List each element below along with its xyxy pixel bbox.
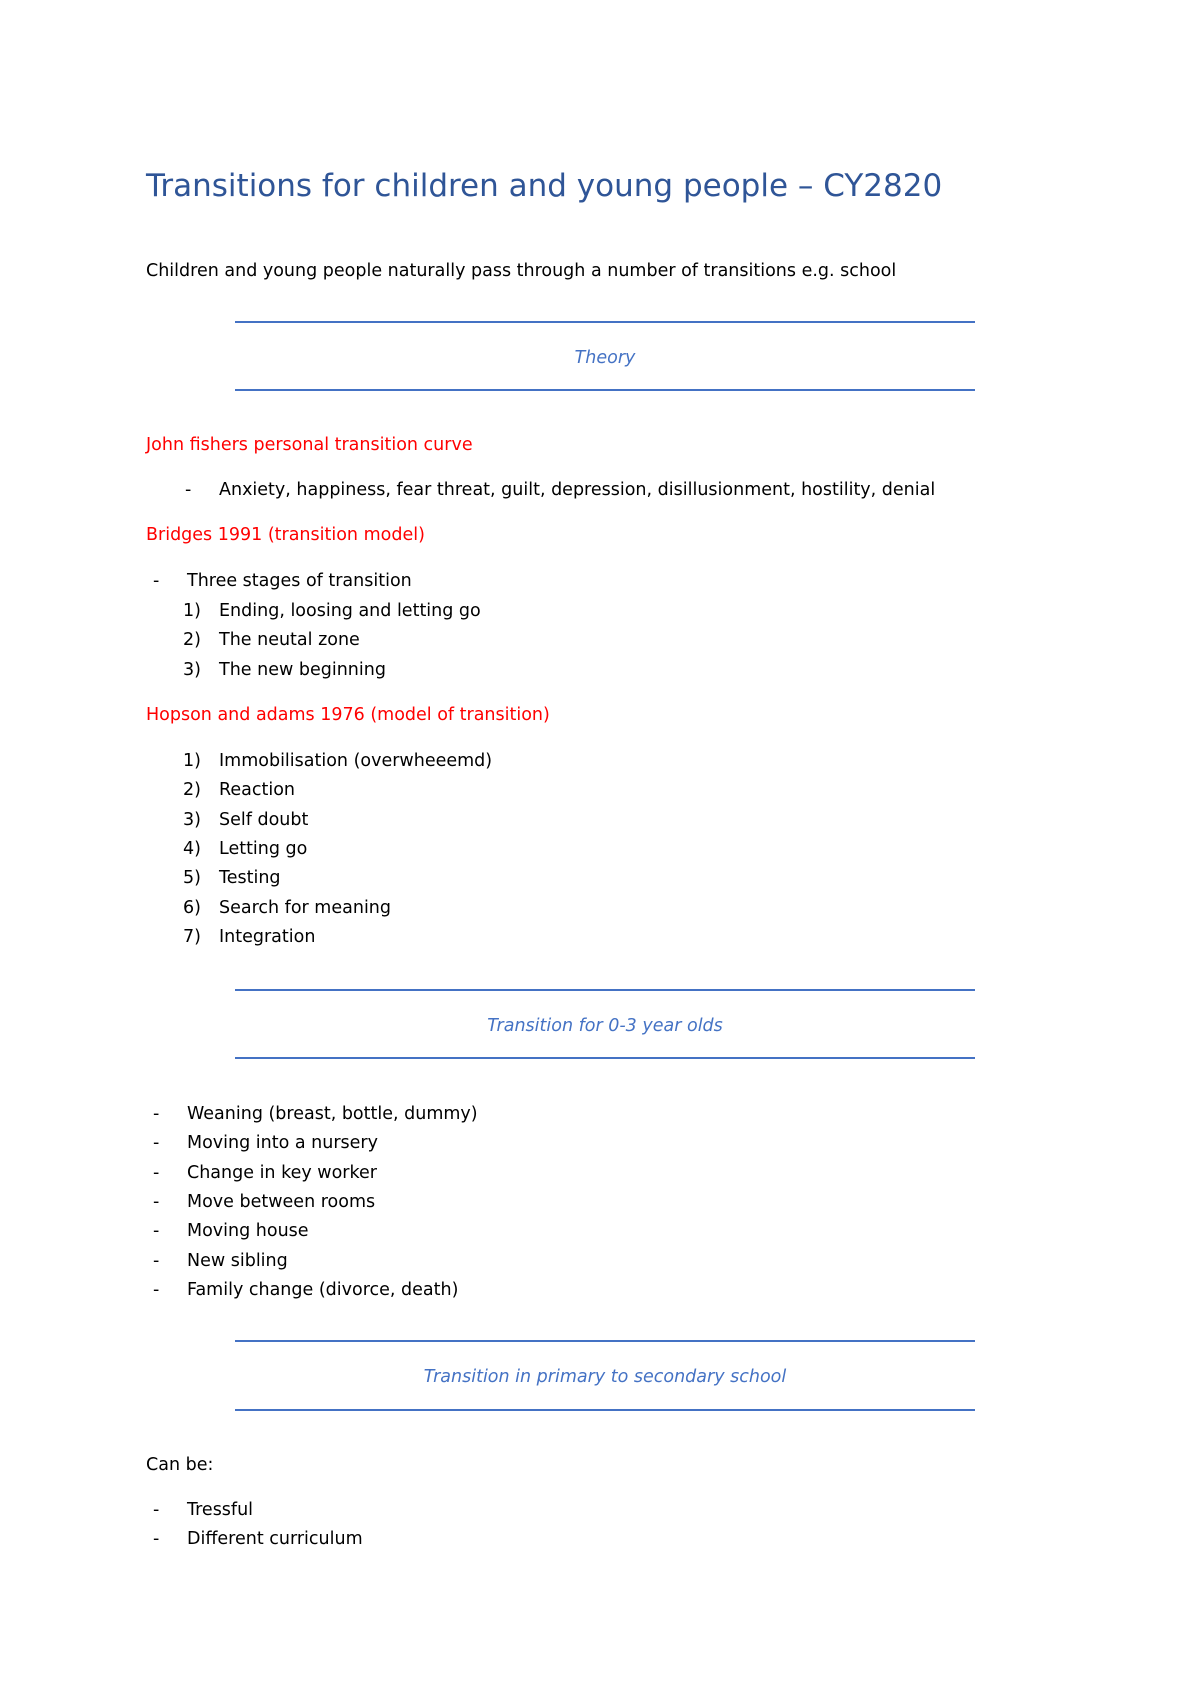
list-number: 2) (183, 780, 201, 800)
list-item: Integration (219, 927, 316, 947)
bullet-dash: - (153, 1104, 160, 1124)
quote-rule-bottom (235, 389, 975, 391)
list-item: Self doubt (219, 810, 309, 830)
bullet-dash: - (153, 1192, 160, 1212)
list-number: 3) (183, 810, 201, 830)
page-title: Transitions for children and young people – CY2820 (146, 168, 943, 204)
list-item: Tressful (187, 1500, 254, 1520)
list-item: New sibling (187, 1251, 288, 1271)
heading-bridges: Bridges 1991 (transition model) (146, 525, 425, 545)
bullet-dash: - (153, 1529, 160, 1549)
bullet-dash: - (153, 1280, 160, 1300)
bullet-dash: - (153, 1163, 160, 1183)
quote-primary-secondary: Transition in primary to secondary school (423, 1367, 787, 1387)
heading-fisher: John fishers personal transition curve (146, 435, 473, 455)
list-number: 5) (183, 868, 201, 888)
quote-0-3: Transition for 0-3 year olds (487, 1016, 723, 1036)
bullet-dash: - (153, 1500, 160, 1520)
list-item: Different curriculum (187, 1529, 363, 1549)
list-item: Move between rooms (187, 1192, 376, 1212)
bullet-dash: - (153, 1221, 160, 1241)
list-item: Anxiety, happiness, fear threat, guilt, depression, disillusionment, hostility, denial (219, 480, 936, 500)
list-number: 6) (183, 898, 201, 918)
list-item: Reaction (219, 780, 296, 800)
intro-paragraph: Children and young people naturally pass through a number of transitions e.g. school (146, 261, 897, 281)
list-item: The neutal zone (219, 630, 360, 650)
list-item: Letting go (219, 839, 308, 859)
list-number: 1) (183, 751, 201, 771)
quote-rule-top (235, 1340, 975, 1342)
list-item: The new beginning (219, 660, 386, 680)
list-item: Testing (219, 868, 281, 888)
bullet-dash: - (153, 1133, 160, 1153)
bullet-dash: - (153, 1251, 160, 1271)
list-item: Moving house (187, 1221, 309, 1241)
quote-rule-top (235, 989, 975, 991)
list-number: 3) (183, 660, 201, 680)
list-item: Weaning (breast, bottle, dummy) (187, 1104, 478, 1124)
list-item: Change in key worker (187, 1163, 377, 1183)
list-number: 7) (183, 927, 201, 947)
quote-rule-top (235, 321, 975, 323)
list-item: Search for meaning (219, 898, 392, 918)
list-number: 4) (183, 839, 201, 859)
bullet-dash: - (153, 571, 160, 591)
heading-hopson: Hopson and adams 1976 (model of transition) (146, 705, 550, 725)
list-item: Family change (divorce, death) (187, 1280, 459, 1300)
list-item: Ending, loosing and letting go (219, 601, 481, 621)
list-item: Moving into a nursery (187, 1133, 378, 1153)
list-item: Immobilisation (overwheeemd) (219, 751, 493, 771)
quote-rule-bottom (235, 1057, 975, 1059)
quote-rule-bottom (235, 1409, 975, 1411)
list-number: 1) (183, 601, 201, 621)
can-be-label: Can be: (146, 1455, 214, 1475)
list-item: Three stages of transition (187, 571, 412, 591)
quote-theory: Theory (574, 348, 636, 368)
list-number: 2) (183, 630, 201, 650)
bullet-dash: - (185, 480, 192, 500)
